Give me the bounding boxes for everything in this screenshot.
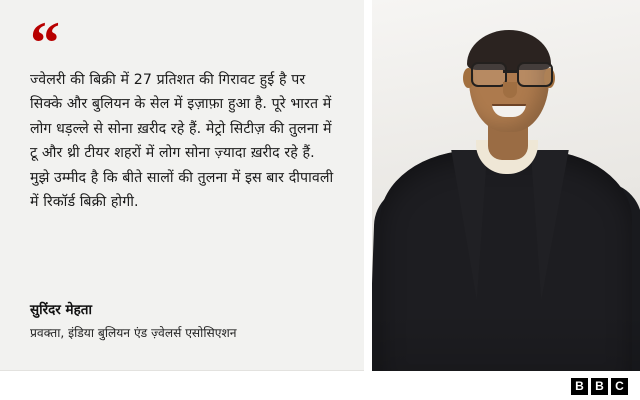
attribution [30,300,340,341]
bbc-logo-letter-3: C [611,378,628,395]
footer-bar [0,371,640,400]
bbc-logo-letter-2: B [591,378,608,395]
portrait-photo [372,0,640,371]
author-name: सुरिंदर मेहता [30,302,92,318]
photo-vignette [372,311,640,371]
author-role: प्रवक्ता, इंडिया बुलियन एंड ज़्वेलर्स एसोसिएशन [30,326,237,340]
bbc-logo-letter-1: B [571,378,588,395]
quote-text: ज्वेलरी की बिक्री में 27 प्रतिशत की गिरावट हुई है पर सिक्के और बुलियन के सेल में इज़ाफ़ा हुआ है. पूरे भारत में लोग धड़ल्ले से सोना ख़रीद रहे हैं. मेट्रो सिटीज़ की तुलना में टू और थ्री टीयर शहरों में लोग सोना ज़्यादा ख़रीद रहे हैं. मुझे उम्मीद है कि बीते सालों की तुलना में इस बार दीपावली में रिकॉर्ड बिक्री होगी. [30,72,334,211]
glasses-bridge [503,70,517,73]
nose [503,82,517,98]
glasses-icon [468,62,552,84]
bbc-logo [571,378,628,395]
lens-right [517,62,553,87]
quote-mark-icon: “ [30,10,58,76]
lens-left [471,62,507,87]
